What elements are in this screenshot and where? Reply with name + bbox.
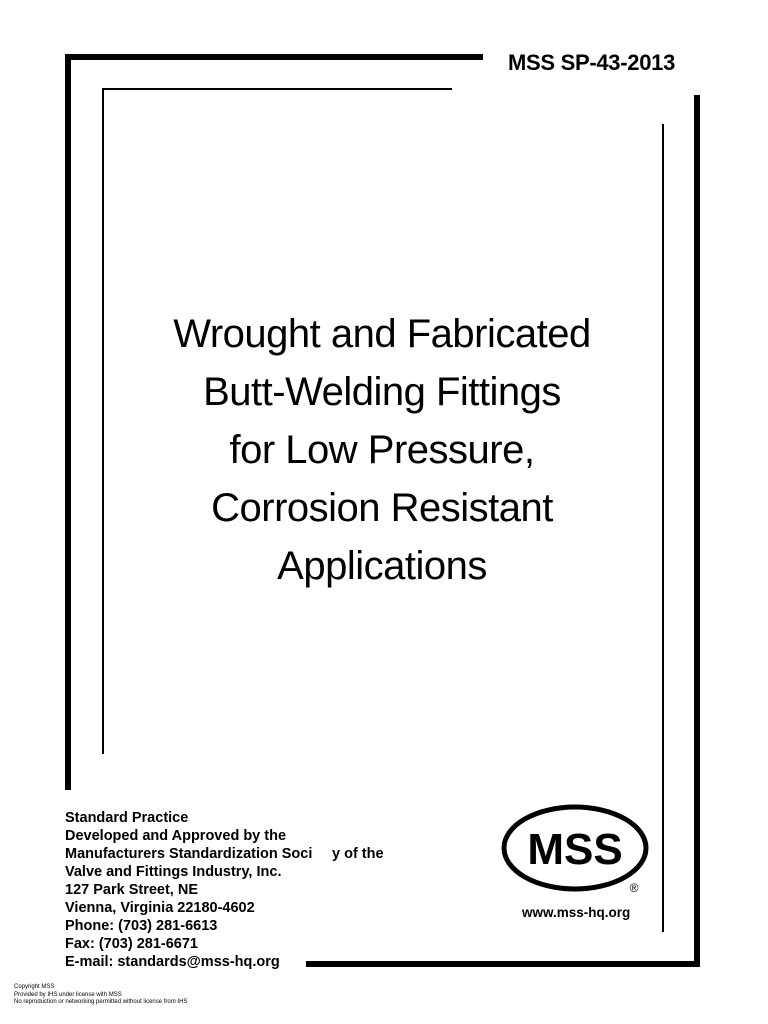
street-address: 127 Park Street, NE [65, 882, 198, 898]
document-number: MSS SP-43-2013 [508, 50, 675, 75]
frame-bottom-bar [306, 961, 700, 967]
copyright-line: Copyright MSS [14, 984, 55, 990]
title-line: Applications [277, 544, 487, 588]
approval-line: Developed and Approved by the [65, 828, 287, 844]
frame-left-bar [65, 54, 71, 790]
copyright-line: No reproduction or networking permitted without license from IHS [14, 999, 188, 1005]
fax-number: Fax: (703) 281-6671 [65, 936, 198, 952]
title-line: Wrought and Fabricated [173, 312, 591, 356]
city-state-zip: Vienna, Virginia 22180-4602 [65, 900, 255, 916]
organization-name-line-2: Valve and Fittings Industry, Inc. [65, 864, 282, 880]
title-line: Butt-Welding Fittings [203, 370, 561, 414]
copyright-notice [14, 984, 187, 1007]
standard-practice-label: Standard Practice [65, 810, 189, 826]
copyright-line: Provided by IHS under license with MSS [14, 991, 122, 998]
mss-logo-text: MSS [527, 825, 623, 874]
organization-name-tail: y of the [332, 846, 384, 862]
text-gap [318, 844, 332, 864]
title-line: Corrosion Resistant [211, 486, 553, 530]
frame-right-bar [694, 95, 700, 967]
inner-frame-top-bar [102, 88, 452, 90]
document-title [82, 305, 682, 595]
frame-top-left-bar [65, 54, 483, 60]
email-address: E-mail: standards@mss-hq.org [65, 954, 280, 970]
website-link[interactable]: www.mss-hq.org [522, 905, 631, 920]
mss-logo [500, 800, 655, 895]
publisher-contact-block [65, 809, 312, 971]
organization-name-line: Manufacturers Standardization Soci [65, 846, 313, 862]
registered-mark: ® [629, 881, 639, 895]
phone-number: Phone: (703) 281-6613 [65, 918, 218, 934]
title-line: for Low Pressure, [229, 428, 535, 472]
